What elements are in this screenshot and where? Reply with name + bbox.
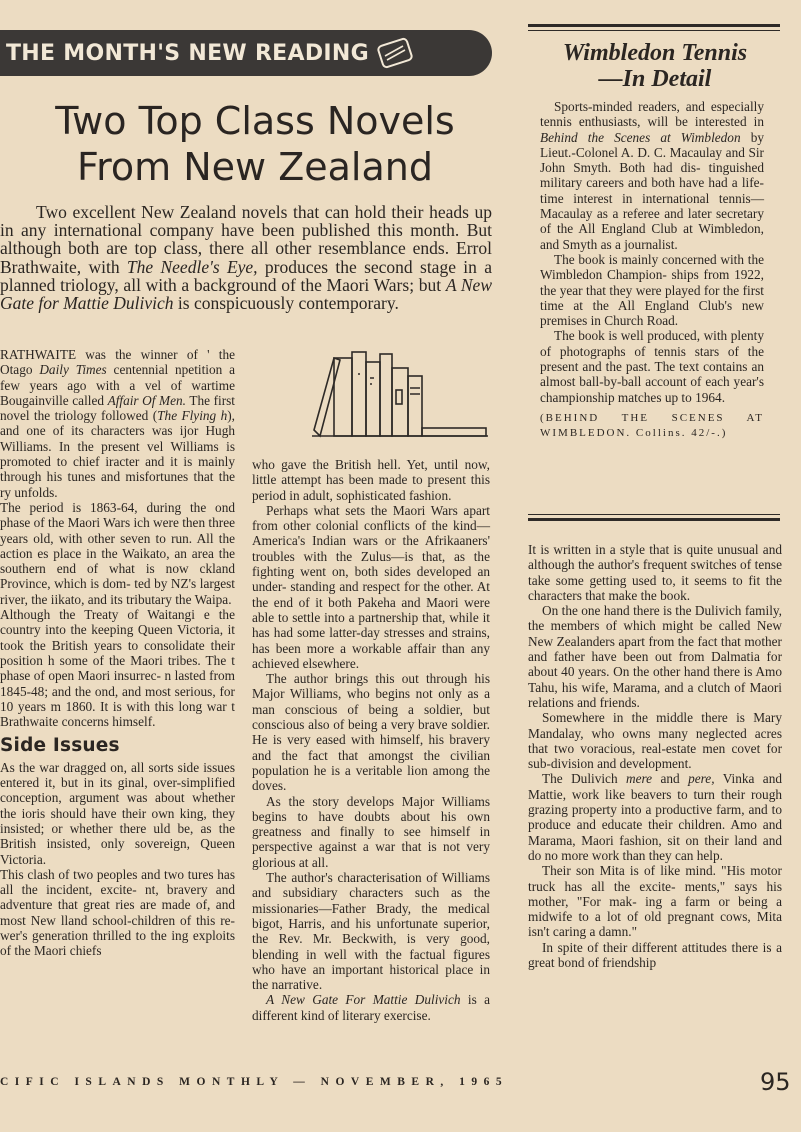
- paragraph: Their son Mita is of like mind. "His motor truck has all the excite- ments," says his mother, "For mak- ing a farm or being a midwife to a lot of old pregnant cows, Mita isn't caring a damn.": [528, 863, 782, 940]
- article-headline: [20, 98, 490, 190]
- sidebar-top-rule: [528, 24, 780, 27]
- text-run: Vinka and Mattie, work like beavers to turn their rough grazing property into a productive farm, and to produce and educate their children. Amo and Marama, Maori fashion, sit on their land and do no more work than they can help.: [528, 771, 782, 863]
- paragraph: The book is well produced, with plenty of photographs of tennis stars of the present and the past. The text contains an almost ball-by-ball account of each year's championship matches up to 1964.: [540, 328, 764, 405]
- paragraph: Somewhere in the middle there is Mary Mandalay, who owns many neglected acres that two voracious, real-estate men covet for sub-division and development.: [528, 710, 782, 772]
- article-column-1: [0, 347, 235, 959]
- text-run: is a different kind of literary exercise.: [252, 992, 490, 1023]
- italic-run: Daily Times: [39, 362, 107, 378]
- italic-run: A New Gate For Mattie Dulivich: [266, 992, 461, 1008]
- paragraph: The author brings this out through his Major Williams, who begins not only as a man conscious of being a soldier, but conscious also of being a very brave soldier. He is very eased with himself, his bravery and the fact that amongst the civilian population he is a veritable lion among the doves.: [252, 671, 490, 794]
- sidebar-title: [528, 40, 782, 92]
- standfirst: [0, 203, 492, 312]
- sidebar-bottom-rule: [528, 518, 780, 521]
- text-run: ), and one of its characters was ijor Hugh Williams. In the present vel Williams is promoted to chief iracter and it is mainly through his tunes and misfortunes that the ry unfolds.: [0, 408, 235, 500]
- text-run: and: [652, 771, 689, 787]
- article-column-3: [528, 542, 782, 970]
- article-column-2: [252, 457, 490, 1023]
- paragraph: Perhaps what sets the Maori Wars apart from other colonial conflicts of the kind—America's Indian wars or the Afrikaaners' troubles with the Zulus—is that, as the fighting went on, both sides developed an under- standing and respect for the other. At the end of it both Pakeha and Maori were able to settle into a partnership that, while it has had some latter-day stresses and strains, has been more a workable affair than any achieved elsewhere.: [252, 502, 490, 671]
- paragraph: The author's characterisation of Williams and subsidiary characters such as the missionaries—Father Brady, the medical bigot, Harris, and his unfortunate superior, the Rev. Mr. Beckwith, is very good, blending in well with the factual figures who have an important historical place in the narrative.: [252, 870, 490, 993]
- paragraph: As the story develops Major Williams begins to have doubts about his own greatness and finally to see himself in perspective against a war that is not very glorious at all.: [252, 793, 490, 870]
- paragraph: The book is mainly concerned with the Wimbledon Champion- ships from 1922, the year that they were played for the first time at the All England Club's new premises in Church Road.: [540, 251, 764, 329]
- sidebar-title-line-2: —In Detail: [598, 66, 712, 92]
- page-number: 95: [760, 1068, 791, 1096]
- paragraph: [540, 99, 764, 252]
- paragraph: This clash of two peoples and two tures has all the incident, excite- nt, bravery and adventure that great ries are made of, and most New lland school-children of this re- wer's generation thrilled to the ing exploits of the Maori chiefs: [0, 866, 235, 959]
- bookshelf-illustration: [312, 348, 488, 440]
- paragraph: [528, 771, 782, 863]
- paragraph: Although the Treaty of Waitangi e the country into the keeping Queen Victoria, it took the British years to consolidate their position h some of the Maori tribes. The t phase of open Maori insurrec- n lasted from 1845-48; and the ond, and most serious, for 10 years m 1860. It is with this long war t Brathwaite concerns himself.: [0, 607, 235, 730]
- sidebar-title-line-1: Wimbledon Tennis: [562, 40, 748, 66]
- text-run: The first novel the triology followed (: [0, 392, 235, 424]
- open-book-icon: [377, 36, 415, 70]
- sidebar-credit: (BEHIND THE SCENES AT WIMBLEDON. Collins. 42/-.): [540, 411, 764, 440]
- paragraph: It is written in a style that is quite unusual and although the author's frequent switches of tense take some getting used to, it seems to fit the characters that make the book.: [528, 542, 782, 603]
- paragraph: In spite of their different attitudes there is a great bond of friendship: [528, 939, 782, 971]
- standfirst-text-1: Two excellent New Zealand novels that can hold their heads up in any international company have been published this month. But although both are top class, there all other resemblance ends. Errol Brathwaite, with: [0, 202, 492, 277]
- sidebar-bottom-rule-thin: [528, 514, 780, 515]
- paragraph: [252, 992, 490, 1023]
- italic-run: Behind the Scenes at Wimbledon: [540, 129, 741, 145]
- headline-line-2: From New Zealand: [77, 145, 433, 189]
- standfirst-text-2: produces the second stage in a planned triology, all with a background of the Maori Wars; but: [0, 256, 492, 295]
- standfirst-book-title-2: A New Gate for Mattie Dulivich: [0, 274, 492, 314]
- text-run: RATHWAITE was the winner of ' the Otago: [0, 347, 235, 378]
- standfirst-book-title-1: The Needle's Eye,: [126, 256, 258, 277]
- paragraph: As the war dragged on, all sorts side issues entered it, but in its ginal, over-simplified conception, argument was about whether the ioris should have their own king, they insisted; or whether there uld be, as the British insisted, only sovereign, Queen Victoria.: [0, 759, 235, 867]
- text-run: centennial npetition a few years ago with a vel of wartime Bougainville called: [0, 362, 235, 408]
- text-run: by Lieut.-Colonel A. D. C. Macaulay and Sir John Smyth. Both had dis- tinguished military careers and both have had a life-time interest in international tennis—Macaulay as a referee and later secretary of the All England Club at Wimbledon, and Smyth as a journalist.: [540, 129, 764, 252]
- banner-title: THE MONTH'S NEW READING: [6, 40, 369, 66]
- italic-run: Affair Of Men.: [107, 392, 186, 408]
- paragraph: who gave the British hell. Yet, until now, little attempt has been made to present this period in adult, sophisticated fashion.: [252, 457, 490, 503]
- standfirst-text-3: is conspicuously contemporary.: [173, 293, 399, 314]
- sidebar-top-rule-thin: [528, 30, 780, 31]
- italic-run: mere: [626, 771, 653, 787]
- text-run: Sports-minded readers, and especially tennis enthusiasts, will be interested in: [540, 99, 764, 130]
- subheading: Side Issues: [0, 735, 120, 757]
- italic-run: pere,: [688, 771, 715, 787]
- paragraph: [0, 347, 235, 500]
- paragraph: On the one hand there is the Dulivich family, the members of which might be called New New Zealanders apart from the fact that mother and father have been out from Dalmatia for about 40 years. On the other hand there is Amo Tahu, his wife, Marama, and a clutch of Maori relations and friends.: [528, 603, 782, 710]
- paragraph: The period is 1863-64, during the ond phase of the Maori Wars ich were then three years old, with other seven to run. All the action es place in the Waikato, an area the southern end of what is now ckland Province, which is dom- ted by NZ's largest river, the iikato, and its tributary the Waipa.: [0, 499, 235, 607]
- sidebar-body: [540, 99, 764, 442]
- page-footer: CIFIC ISLANDS MONTHLY — NOVEMBER, 1965: [0, 1076, 509, 1088]
- italic-run: The Flying h: [157, 408, 228, 424]
- section-banner: [0, 30, 492, 76]
- headline-line-1: Two Top Class Novels: [55, 99, 455, 143]
- text-run: The Dulivich: [542, 771, 626, 787]
